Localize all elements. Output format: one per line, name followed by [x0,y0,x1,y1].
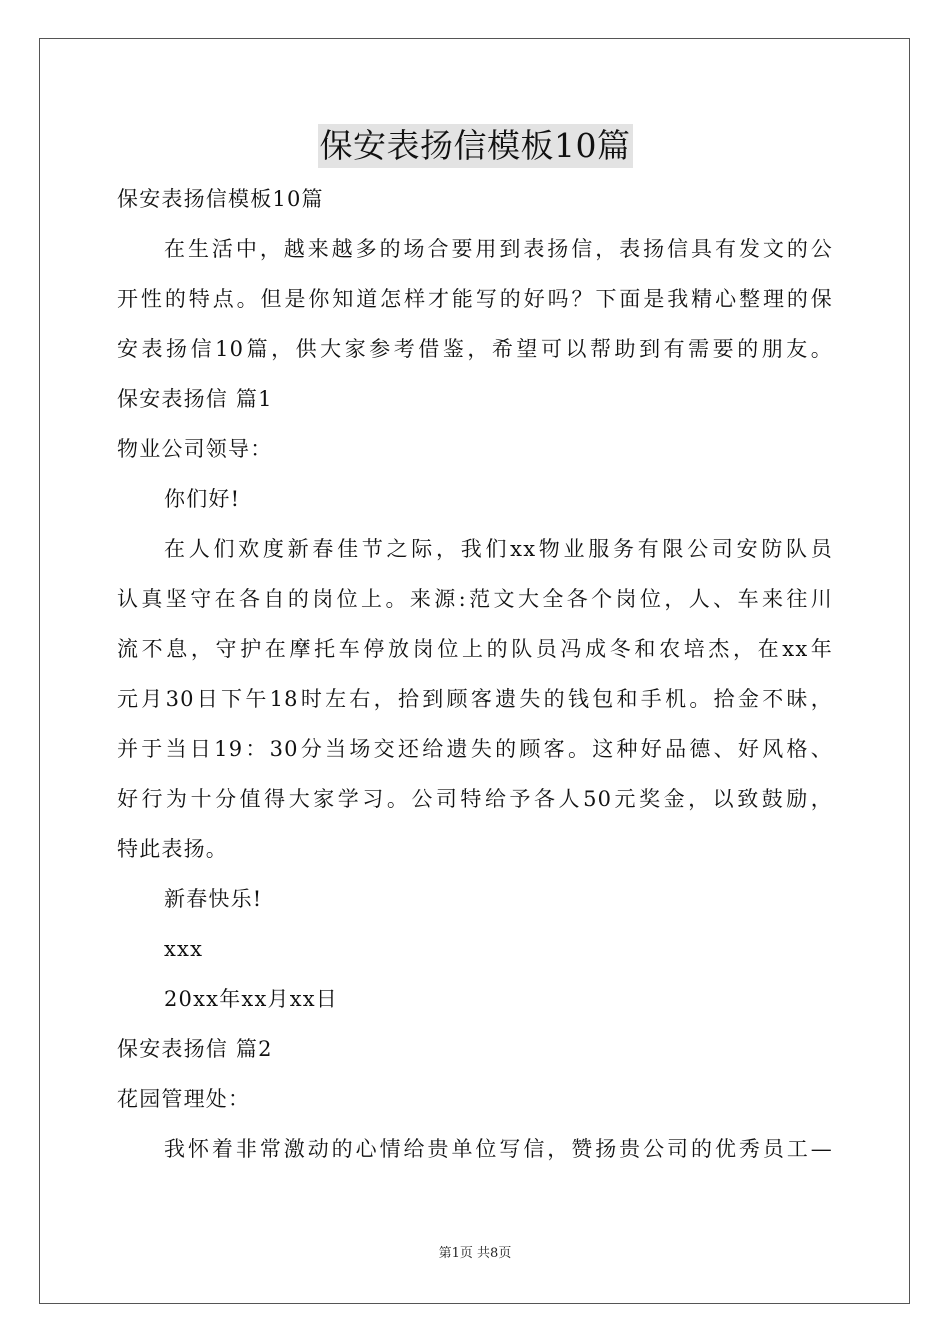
closing-line: 新春快乐! [164,887,263,911]
salutation-line: 物业公司领导： [117,437,273,461]
paragraph-line: 并于当日19：30分当场交还给遗失的顾客。这种好品德、好风格、 [117,737,833,761]
paragraph-line: 元月30日下午18时左右，拾到顾客遗失的钱包和手机。拾金不昧， [117,687,833,711]
paragraph-line: 特此表扬。 [117,837,228,861]
paragraph-line: 在生活中，越来越多的场合要用到表扬信，表扬信具有发文的公 [164,237,833,261]
paragraph-line: 我怀着非常激动的心情给贵单位写信，赞扬贵公司的优秀员工— [164,1137,833,1161]
section-heading: 保安表扬信 篇1 [117,387,273,411]
paragraph-line: 流不息，守护在摩托车停放岗位上的队员冯成冬和农培杰，在xx年 [117,637,833,661]
section-heading: 保安表扬信 篇2 [117,1037,273,1061]
paragraph-line: 开性的特点。但是你知道怎样才能写的好吗？下面是我精心整理的保 [117,287,833,311]
greeting-line: 你们好! [164,487,241,511]
paragraph-line: 安表扬信10篇，供大家参考借鉴，希望可以帮助到有需要的朋友。 [117,337,833,361]
subtitle-line: 保安表扬信模板10篇 [117,187,324,211]
paragraph-line: 在人们欢度新春佳节之际，我们xx物业服务有限公司安防队员 [164,537,833,561]
signature-line: xxx [164,937,204,961]
page-footer: 第1页 共8页 [438,1246,512,1261]
title-container [0,124,950,168]
salutation-line: 花园管理处： [117,1087,251,1111]
paragraph-line: 好行为十分值得大家学习。公司特给予各人50元奖金，以致鼓励， [117,787,833,811]
paragraph-line: 认真坚守在各自的岗位上。来源:范文大全各个岗位，人、车来往川 [117,587,833,611]
date-line: 20xx年xx月xx日 [164,987,338,1011]
document-title: 保安表扬信模板10篇 [318,124,633,168]
